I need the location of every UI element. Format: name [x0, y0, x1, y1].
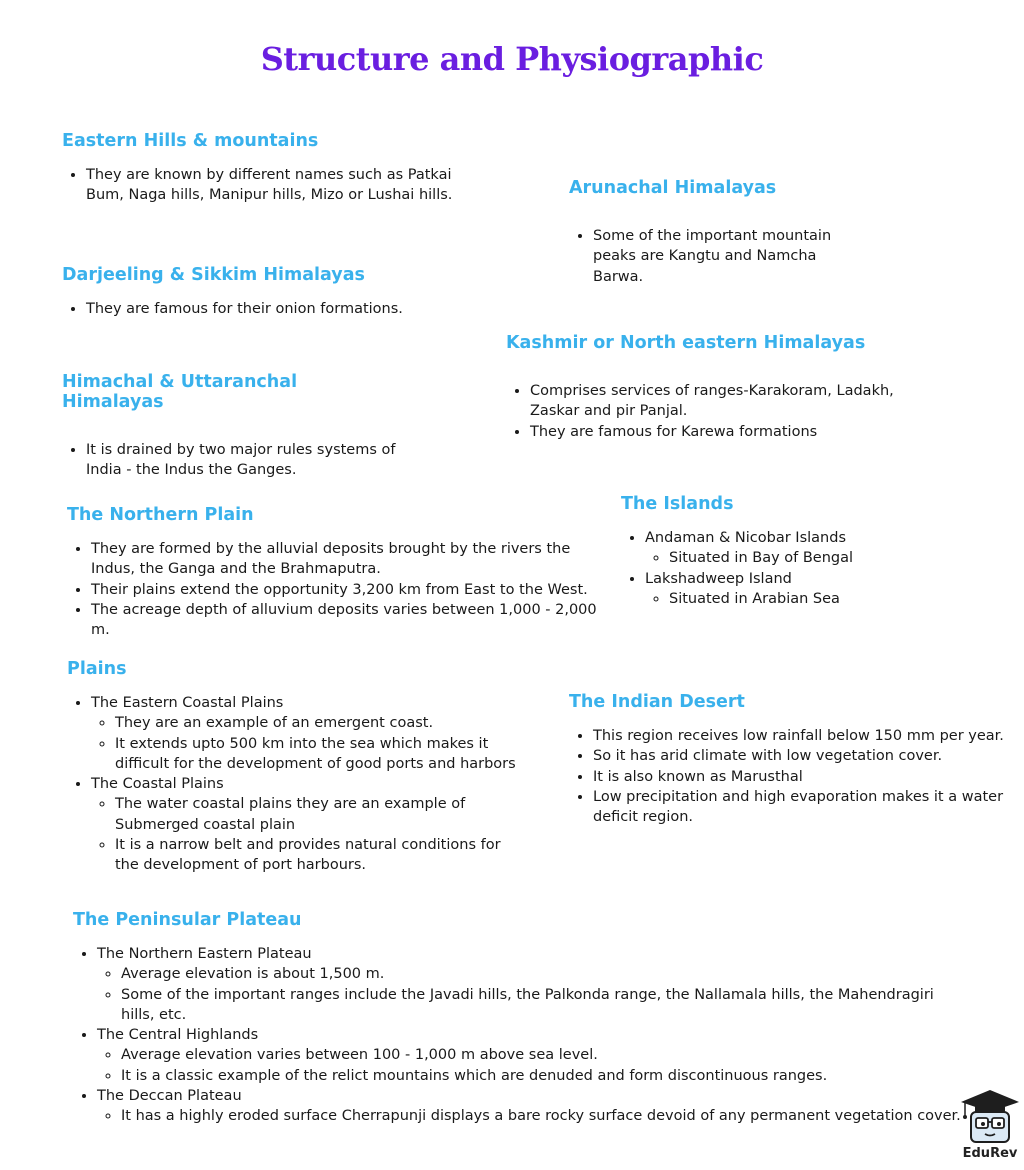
item-label: Lakshadweep Island — [645, 570, 792, 587]
section-arunachal — [569, 178, 869, 287]
sub-list-item: ◦ It has a highly eroded surface Cherrapunji displays a bare rocky surface devoid of any permanent vegetation cover. — [121, 1106, 963, 1126]
list-item — [645, 569, 901, 610]
section-heading: Arunachal Himalayas — [569, 178, 777, 198]
sub-list-item: ◦ The water coastal plains they are an example of Submerged coastal plain — [115, 794, 527, 835]
list-item — [97, 1086, 963, 1127]
sub-list — [645, 589, 901, 609]
section-northern-plain — [67, 505, 607, 640]
list-item: • It is drained by two major rules systems of India - the Indus the Ganges. — [86, 440, 402, 481]
list-item — [645, 528, 901, 569]
section-darjeeling — [62, 265, 482, 319]
section-heading: Eastern Hills & mountains — [62, 131, 319, 151]
sub-list-item: ◦ Situated in Bay of Bengal — [669, 548, 901, 568]
edurev-logo — [958, 1088, 1022, 1161]
graduation-cap-mascot-icon — [959, 1088, 1021, 1144]
section-heading: The Peninsular Plateau — [73, 910, 302, 930]
sub-list-item: ◦ It is a narrow belt and provides natural conditions for the development of port harbours. — [115, 835, 527, 876]
logo-text: EduRev — [962, 1146, 1018, 1161]
list-item: • It is also known as Marusthal — [593, 767, 1009, 787]
section-heading: Kashmir or North eastern Himalayas — [506, 333, 866, 353]
sub-list — [91, 713, 527, 774]
section-peninsular-plateau — [73, 910, 963, 1127]
section-heading: The Northern Plain — [67, 505, 254, 525]
item-label: The Eastern Coastal Plains — [91, 695, 284, 711]
sub-list — [97, 1106, 963, 1126]
list-item: • Low precipitation and high evaporation makes it a water deficit region. — [593, 787, 1009, 828]
list-item: • Some of the important mountain peaks are Kangtu and Namcha Barwa. — [593, 226, 869, 287]
list-item — [91, 774, 527, 875]
section-heading: Plains — [67, 659, 127, 679]
page-title: Structure and Physiographic — [260, 40, 764, 78]
sub-list — [97, 1045, 963, 1086]
list-item: • They are famous for their onion formations. — [86, 299, 482, 319]
section-heading: Darjeeling & Sikkim Himalayas — [62, 265, 365, 285]
item-label: Andaman & Nicobar Islands — [645, 530, 846, 546]
bullet-list — [621, 528, 901, 609]
list-item: • This region receives low rainfall below 150 mm per year. — [593, 726, 1009, 746]
section-plains — [67, 659, 527, 876]
list-item: • They are formed by the alluvial deposits brought by the rivers the Indus, the Ganga and the Brahmaputra. — [91, 539, 607, 580]
list-item: • They are famous for Karewa formations — [530, 422, 906, 442]
section-heading: The Indian Desert — [569, 692, 745, 712]
sub-list-item: ◦ Average elevation varies between 100 - 1,000 m above sea level. — [121, 1045, 963, 1065]
section-heading: The Islands — [621, 494, 734, 514]
bullet-list — [62, 165, 462, 206]
section-indian-desert — [569, 692, 1009, 827]
item-label: The Coastal Plains — [91, 776, 224, 793]
sub-list — [97, 964, 963, 1025]
bullet-list — [62, 440, 402, 481]
bullet-list — [73, 944, 963, 1127]
list-item — [97, 1025, 963, 1086]
sub-list-item: ◦ Some of the important ranges include the Javadi hills, the Palkonda range, the Nallamala hills, the Mahendragiri hills, etc. — [121, 985, 963, 1026]
list-item: • They are known by different names such as Patkai Bum, Naga hills, Manipur hills, Mizo or Lushai hills. — [86, 165, 462, 206]
list-item: • Their plains extend the opportunity 3,200 km from East to the West. — [91, 580, 607, 600]
list-item — [97, 944, 963, 1025]
bullet-list — [506, 381, 906, 442]
sub-list-item: ◦ Average elevation is about 1,500 m. — [121, 964, 963, 984]
section-kashmir — [506, 333, 906, 442]
sub-list — [91, 794, 527, 875]
bullet-list — [569, 726, 1009, 827]
section-islands — [621, 494, 901, 609]
sub-list-item: ◦ Situated in Arabian Sea — [669, 589, 901, 609]
list-item: • Comprises services of ranges-Karakoram, Ladakh, Zaskar and pir Panjal. — [530, 381, 906, 422]
sub-list — [645, 548, 901, 568]
item-label: The Central Highlands — [97, 1027, 259, 1044]
list-item: • The acreage depth of alluvium deposits varies between 1,000 - 2,000 m. — [91, 600, 607, 641]
list-item — [91, 693, 527, 774]
section-heading: Himachal & Uttaranchal Himalayas — [62, 372, 298, 412]
bullet-list — [67, 539, 607, 640]
section-himachal — [62, 372, 402, 481]
sub-list-item: ◦ It extends upto 500 km into the sea which makes it difficult for the development of good ports and harbors — [115, 734, 527, 775]
item-label: The Deccan Plateau — [97, 1088, 242, 1105]
list-item: • So it has arid climate with low vegetation cover. — [593, 746, 1009, 766]
item-label: The Northern Eastern Plateau — [97, 946, 312, 962]
bullet-list — [569, 226, 869, 287]
sub-list-item: ◦ It is a classic example of the relict mountains which are denuded and form discontinuous ranges. — [121, 1066, 963, 1086]
section-eastern-hills — [62, 131, 462, 206]
sub-list-item: ◦ They are an example of an emergent coast. — [115, 713, 527, 733]
bullet-list — [67, 693, 527, 876]
bullet-list — [62, 299, 482, 319]
